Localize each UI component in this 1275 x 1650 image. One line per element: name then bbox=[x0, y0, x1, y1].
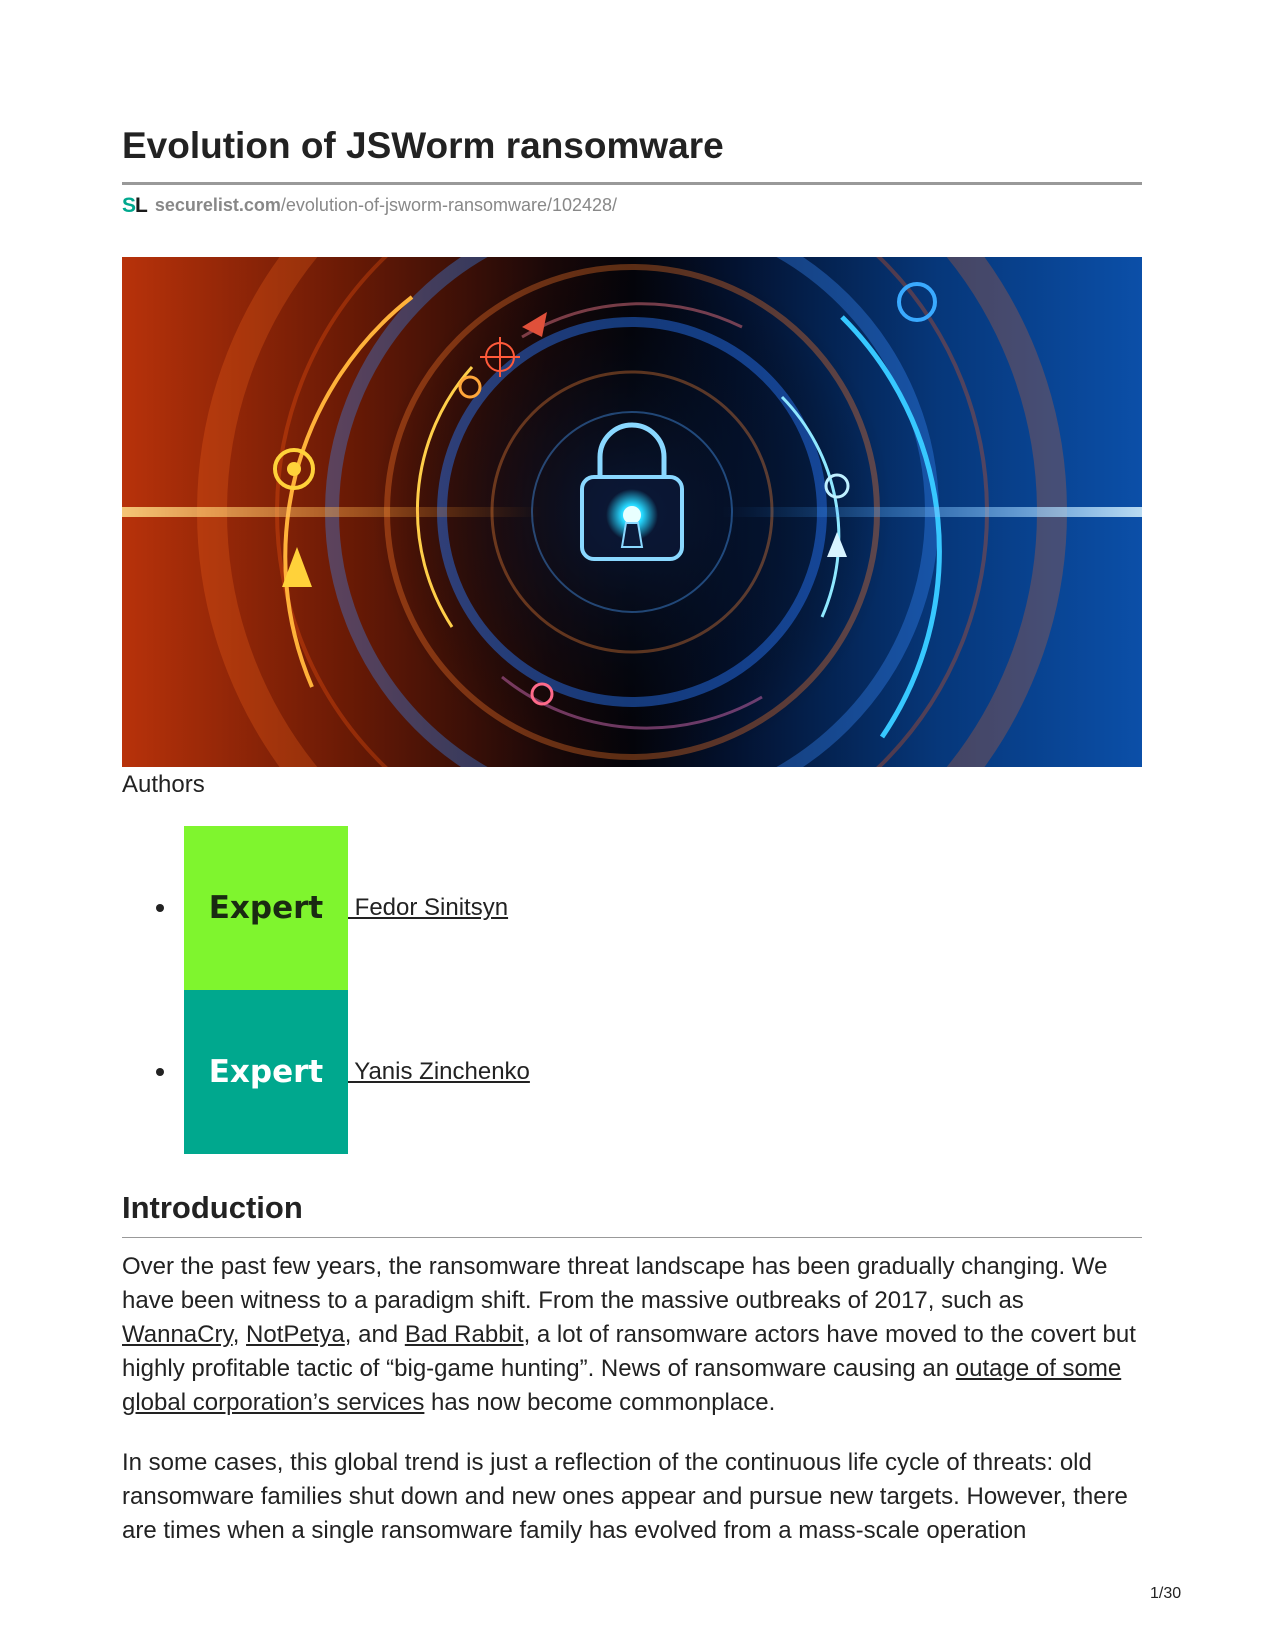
link-wannacry[interactable]: WannaCry bbox=[122, 1321, 233, 1348]
title-divider bbox=[122, 182, 1142, 185]
link-notpetya[interactable]: NotPetya bbox=[246, 1321, 345, 1348]
source-path[interactable]: /evolution-of-jsworm-ransomware/102428/ bbox=[280, 194, 618, 215]
securelist-logo-icon: SL bbox=[122, 193, 147, 217]
intro-paragraph-1: Over the past few years, the ransomware threat landscape has been gradually changing. We have been witness to a paradigm shift. From the massive outbreaks of 2017, such as WannaCry, NotPetya, and Bad Rabbit, a lot of ransomware actors have moved to the covert but highly profitable tactic of “big-game hunting”. News of ransomware causing an outage of some global corporation’s services has now become commonplace. bbox=[122, 1253, 1136, 1416]
source-line bbox=[122, 193, 617, 217]
link-corporate-outage[interactable]: outage of some global corporation’s services bbox=[122, 1355, 1122, 1416]
author-item bbox=[122, 826, 722, 990]
authors-label: Authors bbox=[122, 771, 205, 798]
link-bad-rabbit[interactable]: Bad Rabbit bbox=[404, 1321, 524, 1348]
expert-badge-avatar[interactable]: Expert bbox=[184, 826, 348, 990]
source-domain[interactable]: securelist.com bbox=[154, 194, 281, 215]
author-link[interactable]: Yanis Zinchenko bbox=[348, 1058, 530, 1085]
section-divider bbox=[122, 1237, 1142, 1238]
list-bullet bbox=[156, 904, 164, 912]
article-title: Evolution of JSWorm ransomware bbox=[122, 125, 724, 166]
expert-badge-avatar[interactable]: Expert bbox=[184, 990, 348, 1154]
intro-paragraph-2: In some cases, this global trend is just a reflection of the continuous life cycle of threats: old ransomware families shut down and new ones appear and pursue new targets. However, there are times when a single ransomware family has evolved from a mass-scale operation bbox=[122, 1449, 1128, 1544]
author-link[interactable]: Fedor Sinitsyn bbox=[348, 894, 509, 921]
hero-padlock-image bbox=[122, 257, 1142, 767]
list-bullet bbox=[156, 1068, 164, 1076]
author-item bbox=[122, 990, 722, 1154]
section-heading-introduction: Introduction bbox=[122, 1190, 303, 1225]
page-number: 1/30 bbox=[1150, 1585, 1182, 1602]
